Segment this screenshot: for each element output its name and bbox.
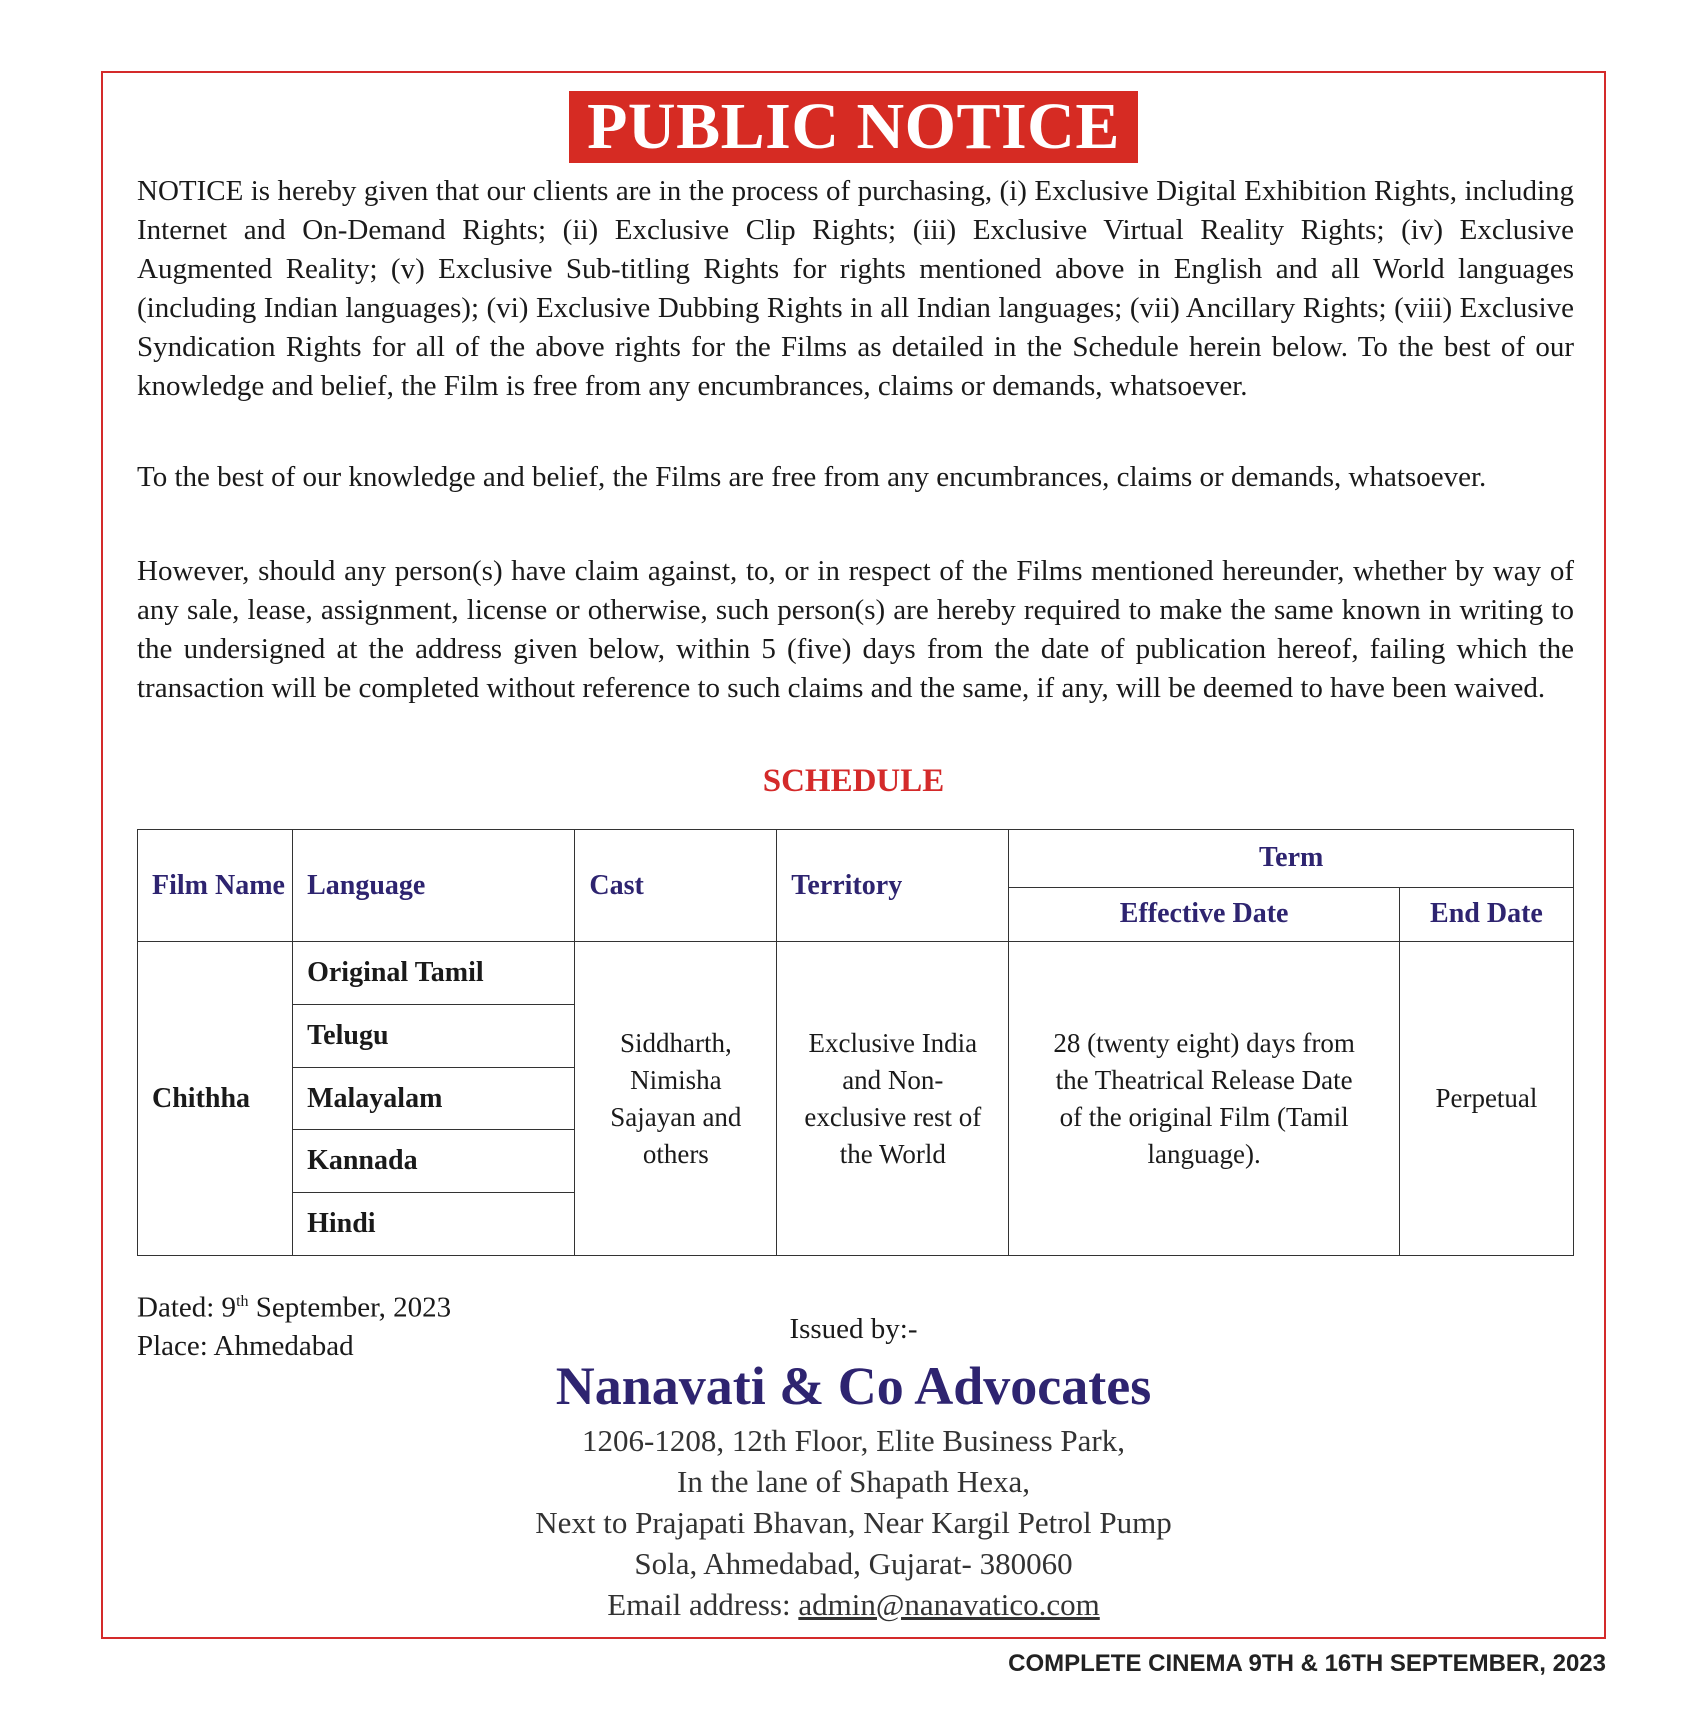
language-cell: Original Tamil xyxy=(293,942,575,1005)
notice-title: PUBLIC NOTICE xyxy=(569,91,1138,163)
notice-paragraph-1: NOTICE is hereby given that our clients are in the process of purchasing, (i) Exclusive Digital Exhibition Rights, including Internet and On-Demand Rights; (ii) Exclusive Clip Rights; (iii) Exclusive Virtual Reality Rights; (iv) Exclusive Augmented Reality; (v) Exclusive Sub-titling Rights for rights mentioned above in English and all World languages (including Indian languages); (vi) Exclusive Dubbing Rights in all Indian languages; (vii) Ancillary Rights; (viii) Exclusive Syndication Rights for all of the above rights for the Films as detailed in the Schedule herein below. To the best of our knowledge and belief, the Film is free from any encumbrances, claims or demands, whatsoever. xyxy=(137,175,1574,402)
address-line: Next to Prajapati Bhavan, Near Kargil Petrol Pump xyxy=(535,1505,1172,1540)
notice-frame xyxy=(101,71,1606,1639)
address-line: 1206-1208, 12th Floor, Elite Business Park, xyxy=(582,1423,1125,1458)
end-date-cell: Perpetual xyxy=(1399,942,1573,1256)
header-film-name: Film Name xyxy=(138,830,293,942)
email-link[interactable]: admin@nanavatico.com xyxy=(798,1587,1100,1622)
notice-paragraph-2: To the best of our knowledge and belief, the Films are free from any encumbrances, claims or demands, whatsoever. xyxy=(137,461,1487,493)
email-line xyxy=(103,1584,1604,1625)
publication-footer: COMPLETE CINEMA 9TH & 16TH SEPTEMBER, 2023 xyxy=(1008,1650,1606,1677)
header-end-date: End Date xyxy=(1399,887,1573,942)
language-cell: Malayalam xyxy=(293,1067,575,1130)
dated-ordinal: th xyxy=(236,1293,249,1310)
dated-suffix: September, 2023 xyxy=(248,1291,452,1324)
film-name-cell: Chithha xyxy=(138,942,293,1256)
header-territory: Territory xyxy=(777,830,1009,942)
firm-name: Nanavati & Co Advocates xyxy=(555,1356,1152,1416)
language-cell: Kannada xyxy=(293,1130,575,1193)
address-line: In the lane of Shapath Hexa, xyxy=(677,1464,1030,1499)
address-line: Sola, Ahmedabad, Gujarat- 380060 xyxy=(634,1546,1073,1581)
place-line: Place: Ahmedabad xyxy=(137,1329,354,1362)
effective-date-cell xyxy=(1009,942,1400,1256)
header-term: Term xyxy=(1009,830,1574,888)
title-wrap xyxy=(103,91,1604,163)
header-effective-date: Effective Date xyxy=(1009,887,1400,942)
header-cast: Cast xyxy=(575,830,777,942)
email-label: Email address: xyxy=(607,1587,799,1622)
schedule-heading: SCHEDULE xyxy=(762,763,945,799)
territory-cell xyxy=(777,942,1009,1256)
cast-cell xyxy=(575,942,777,1256)
effective-date-text: 28 (twenty eight) days from the Theatrical Release Date of the original Film (Tamil language). xyxy=(1053,1027,1355,1169)
language-cell: Telugu xyxy=(293,1004,575,1067)
schedule-table xyxy=(137,829,1574,1256)
language-cell: Hindi xyxy=(293,1193,575,1256)
notice-paragraph-3: However, should any person(s) have claim against, to, or in respect of the Films mentioned hereunder, whether by way of any sale, lease, assignment, license or otherwise, such person(s) are hereby required to make the same known in writing to the undersigned at the address given below, within 5 (five) days from the date of publication hereof, failing which the transaction will be completed without reference to such claims and the same, if any, will be deemed to have been waived. xyxy=(137,555,1574,704)
header-language: Language xyxy=(293,830,575,942)
firm-address xyxy=(103,1420,1604,1625)
territory-text: Exclusive India and Non-exclusive rest of the World xyxy=(804,1027,982,1169)
cast-text: Siddharth, Nimisha Sajayan and others xyxy=(610,1027,742,1169)
dated-prefix: Dated: 9 xyxy=(137,1291,237,1324)
issued-by: Issued by:- xyxy=(789,1313,918,1345)
